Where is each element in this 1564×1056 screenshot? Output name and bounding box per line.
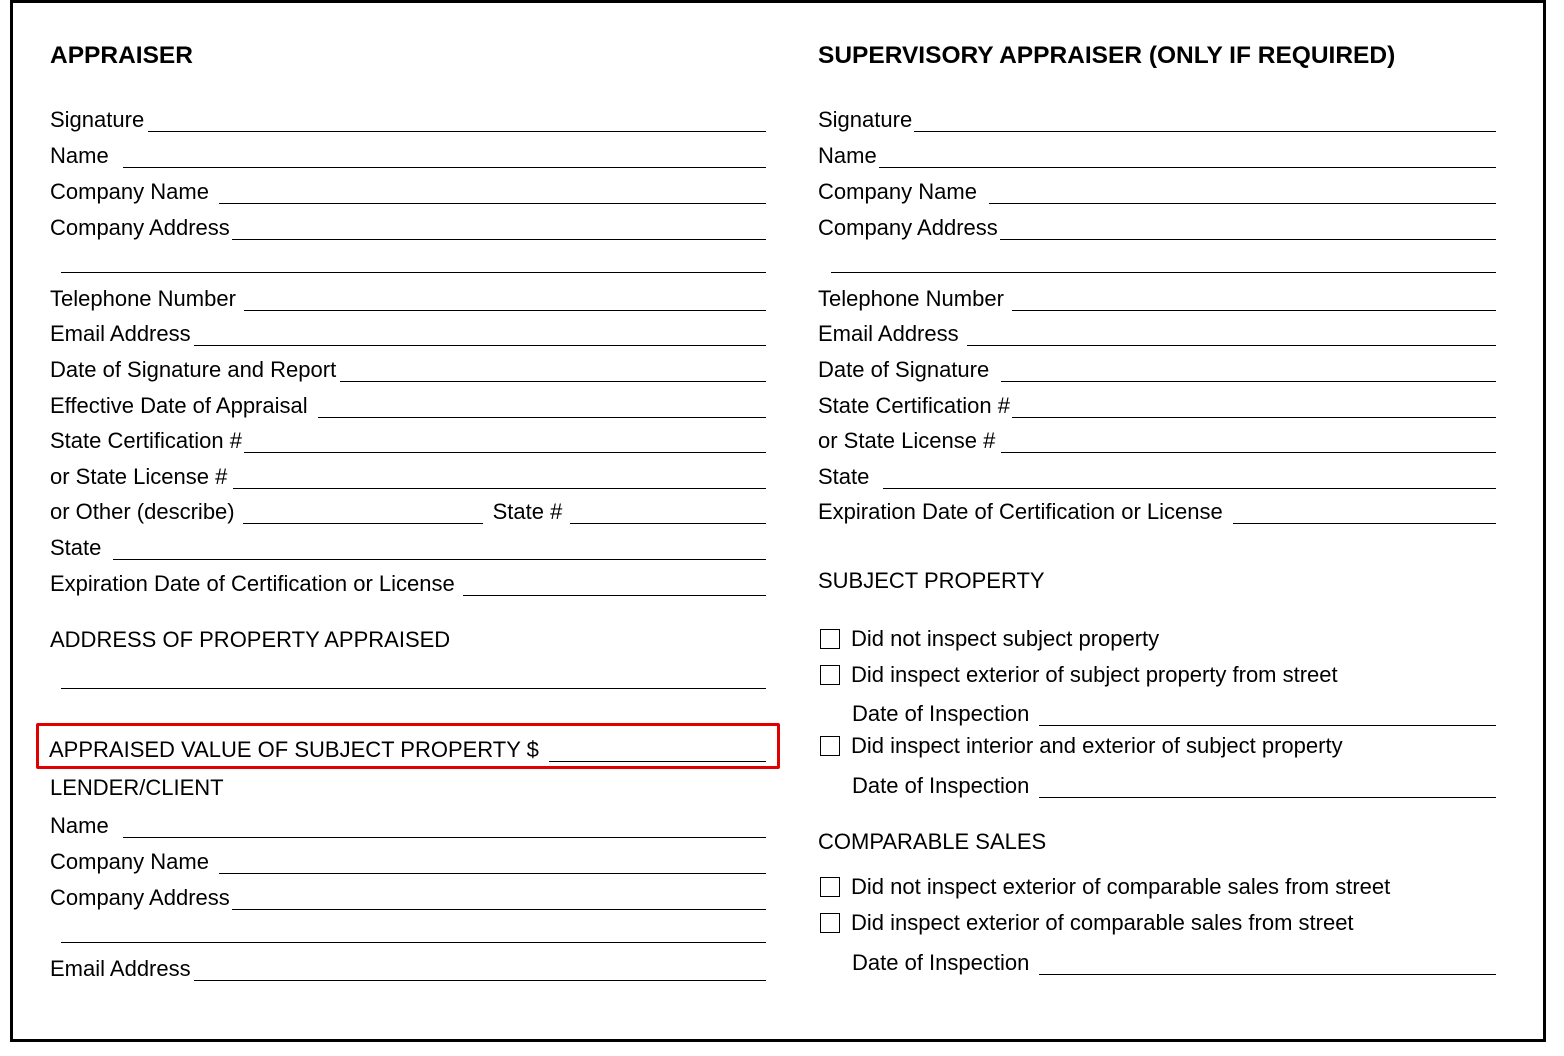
expiration-line[interactable]: [1233, 503, 1496, 524]
field-label: Company Address: [818, 215, 998, 240]
appraiser-company-name-field[interactable]: [50, 176, 766, 204]
checkbox[interactable]: [820, 665, 840, 685]
appraiser-signature-field[interactable]: [50, 104, 766, 132]
field-label: State Certification #: [818, 393, 1010, 418]
supervisory-signature-field[interactable]: [818, 104, 1496, 132]
field-label: Email Address: [50, 956, 191, 981]
appraiser-effective-date-field[interactable]: [50, 390, 766, 418]
comparable-option-inspect[interactable]: [820, 910, 1354, 936]
comparable-sales-title: COMPARABLE SALES: [818, 829, 1047, 854]
appraiser-email-field[interactable]: [50, 318, 766, 346]
subject-option-not-inspect[interactable]: [820, 626, 1159, 652]
supervisory-company-address-field[interactable]: [818, 212, 1496, 240]
subject-date-inspection-2[interactable]: [852, 770, 1496, 798]
date-inspection-line[interactable]: [1039, 954, 1496, 975]
lender-client-title: LENDER/CLIENT: [50, 775, 224, 800]
field-label: State #: [492, 499, 563, 524]
supervisory-expiration-field[interactable]: [818, 496, 1496, 524]
company-address-line[interactable]: [232, 219, 766, 240]
field-label: State Certification #: [50, 428, 242, 453]
field-label: Telephone Number: [50, 286, 236, 311]
field-label: Effective Date of Appraisal: [50, 393, 308, 418]
date-signature-line[interactable]: [340, 361, 766, 382]
address-property-line[interactable]: [61, 686, 766, 689]
appraiser-other-field[interactable]: [50, 496, 766, 524]
appraiser-name-field[interactable]: [50, 140, 766, 168]
signature-line[interactable]: [914, 111, 1496, 132]
telephone-line[interactable]: [1012, 290, 1496, 311]
field-label: Company Name: [50, 179, 209, 204]
field-label: Date of Inspection: [852, 773, 1030, 798]
supervisory-state-field[interactable]: [818, 461, 1496, 489]
company-name-line[interactable]: [989, 183, 1496, 204]
option-label: Did inspect interior and exterior of subject property: [851, 733, 1343, 758]
field-label: Expiration Date of Certification or License: [50, 571, 455, 596]
state-line[interactable]: [113, 539, 766, 560]
lender-company-name-field[interactable]: [50, 846, 766, 874]
supervisory-heading: SUPERVISORY APPRAISER (ONLY IF REQUIRED): [818, 42, 1396, 69]
effective-date-line[interactable]: [318, 397, 766, 418]
telephone-line[interactable]: [244, 290, 766, 311]
field-label: Name: [818, 143, 877, 168]
lender-name-line[interactable]: [123, 817, 766, 838]
subject-property-title: SUBJECT PROPERTY: [818, 568, 1045, 593]
field-label: Email Address: [50, 321, 191, 346]
company-address-line[interactable]: [1000, 219, 1496, 240]
subject-option-interior-exterior[interactable]: [820, 733, 1343, 759]
field-label: Date of Inspection: [852, 701, 1030, 726]
lender-company-address-field[interactable]: [50, 882, 766, 910]
field-label: Company Name: [818, 179, 977, 204]
company-address-line-2[interactable]: [831, 270, 1496, 273]
appraiser-company-address-field[interactable]: [50, 212, 766, 240]
state-certification-line[interactable]: [244, 432, 766, 453]
signature-line[interactable]: [148, 111, 766, 132]
state-license-line[interactable]: [1001, 432, 1496, 453]
supervisory-state-certification-field[interactable]: [818, 390, 1496, 418]
field-label: Signature: [50, 107, 145, 132]
name-line[interactable]: [123, 147, 766, 168]
comparable-date-inspection[interactable]: [852, 947, 1496, 975]
option-label: Did not inspect subject property: [851, 626, 1160, 651]
field-label: Company Name: [50, 849, 209, 874]
field-label: Expiration Date of Certification or License: [818, 499, 1223, 524]
appraiser-state-license-field[interactable]: [50, 461, 766, 489]
state-license-line[interactable]: [233, 468, 766, 489]
appraiser-expiration-field[interactable]: [50, 568, 766, 596]
field-label: APPRAISED VALUE OF SUBJECT PROPERTY $: [49, 737, 539, 762]
date-inspection-line[interactable]: [1039, 777, 1496, 798]
supervisory-email-field[interactable]: [818, 318, 1496, 346]
checkbox[interactable]: [820, 877, 840, 897]
state-line[interactable]: [883, 468, 1496, 489]
comparable-option-not-inspect[interactable]: [820, 874, 1390, 900]
option-label: Did inspect exterior of comparable sales from street: [851, 910, 1354, 935]
lender-company-address-line[interactable]: [232, 889, 766, 910]
name-line[interactable]: [879, 147, 1496, 168]
field-label: Date of Signature and Report: [50, 357, 337, 382]
appraiser-state-field[interactable]: [50, 532, 766, 560]
appraiser-date-signature-field[interactable]: [50, 354, 766, 382]
field-label: or Other (describe): [50, 499, 235, 524]
expiration-line[interactable]: [463, 575, 766, 596]
lender-email-line[interactable]: [194, 960, 766, 981]
lender-company-name-line[interactable]: [219, 853, 766, 874]
field-label: Date of Inspection: [852, 950, 1030, 975]
state-certification-line[interactable]: [1012, 397, 1496, 418]
field-label: State: [818, 464, 870, 489]
supervisory-date-signature-field[interactable]: [818, 354, 1496, 382]
appraiser-heading: APPRAISER: [50, 42, 193, 69]
field-label: Company Address: [50, 215, 230, 240]
field-label: Name: [50, 143, 109, 168]
lender-name-field[interactable]: [50, 810, 766, 838]
field-label: Email Address: [818, 321, 959, 346]
company-address-line-2[interactable]: [61, 270, 766, 273]
appraiser-telephone-field[interactable]: [50, 283, 766, 311]
subject-option-exterior[interactable]: [820, 662, 1338, 688]
appraiser-state-certification-field[interactable]: [50, 425, 766, 453]
supervisory-telephone-field[interactable]: [818, 283, 1496, 311]
checkbox[interactable]: [820, 629, 840, 649]
lender-company-address-line-2[interactable]: [61, 940, 766, 943]
subject-date-inspection-1[interactable]: [852, 698, 1496, 726]
other-describe-line[interactable]: [243, 503, 483, 524]
field-label: Telephone Number: [818, 286, 1004, 311]
field-label: Company Address: [50, 885, 230, 910]
checkbox[interactable]: [820, 913, 840, 933]
field-label: or State License #: [50, 464, 228, 489]
appraised-value-field[interactable]: [49, 734, 766, 762]
email-line[interactable]: [194, 325, 766, 346]
field-label: Signature: [818, 107, 913, 132]
supervisory-company-name-field[interactable]: [818, 176, 1496, 204]
field-label: or State License #: [818, 428, 996, 453]
field-label: Date of Signature: [818, 357, 990, 382]
address-property-title: ADDRESS OF PROPERTY APPRAISED: [50, 627, 451, 652]
option-label: Did inspect exterior of subject property from street: [851, 662, 1338, 687]
email-line[interactable]: [967, 325, 1496, 346]
lender-email-field[interactable]: [50, 953, 766, 981]
appraised-value-line[interactable]: [549, 741, 766, 762]
option-label: Did not inspect exterior of comparable sales from street: [851, 874, 1391, 899]
date-signature-line[interactable]: [1001, 361, 1496, 382]
date-inspection-line[interactable]: [1039, 705, 1496, 726]
supervisory-state-license-field[interactable]: [818, 425, 1496, 453]
company-name-line[interactable]: [219, 183, 766, 204]
checkbox[interactable]: [820, 736, 840, 756]
state-number-line[interactable]: [570, 503, 766, 524]
field-label: Name: [50, 813, 109, 838]
supervisory-name-field[interactable]: [818, 140, 1496, 168]
field-label: State: [50, 535, 102, 560]
